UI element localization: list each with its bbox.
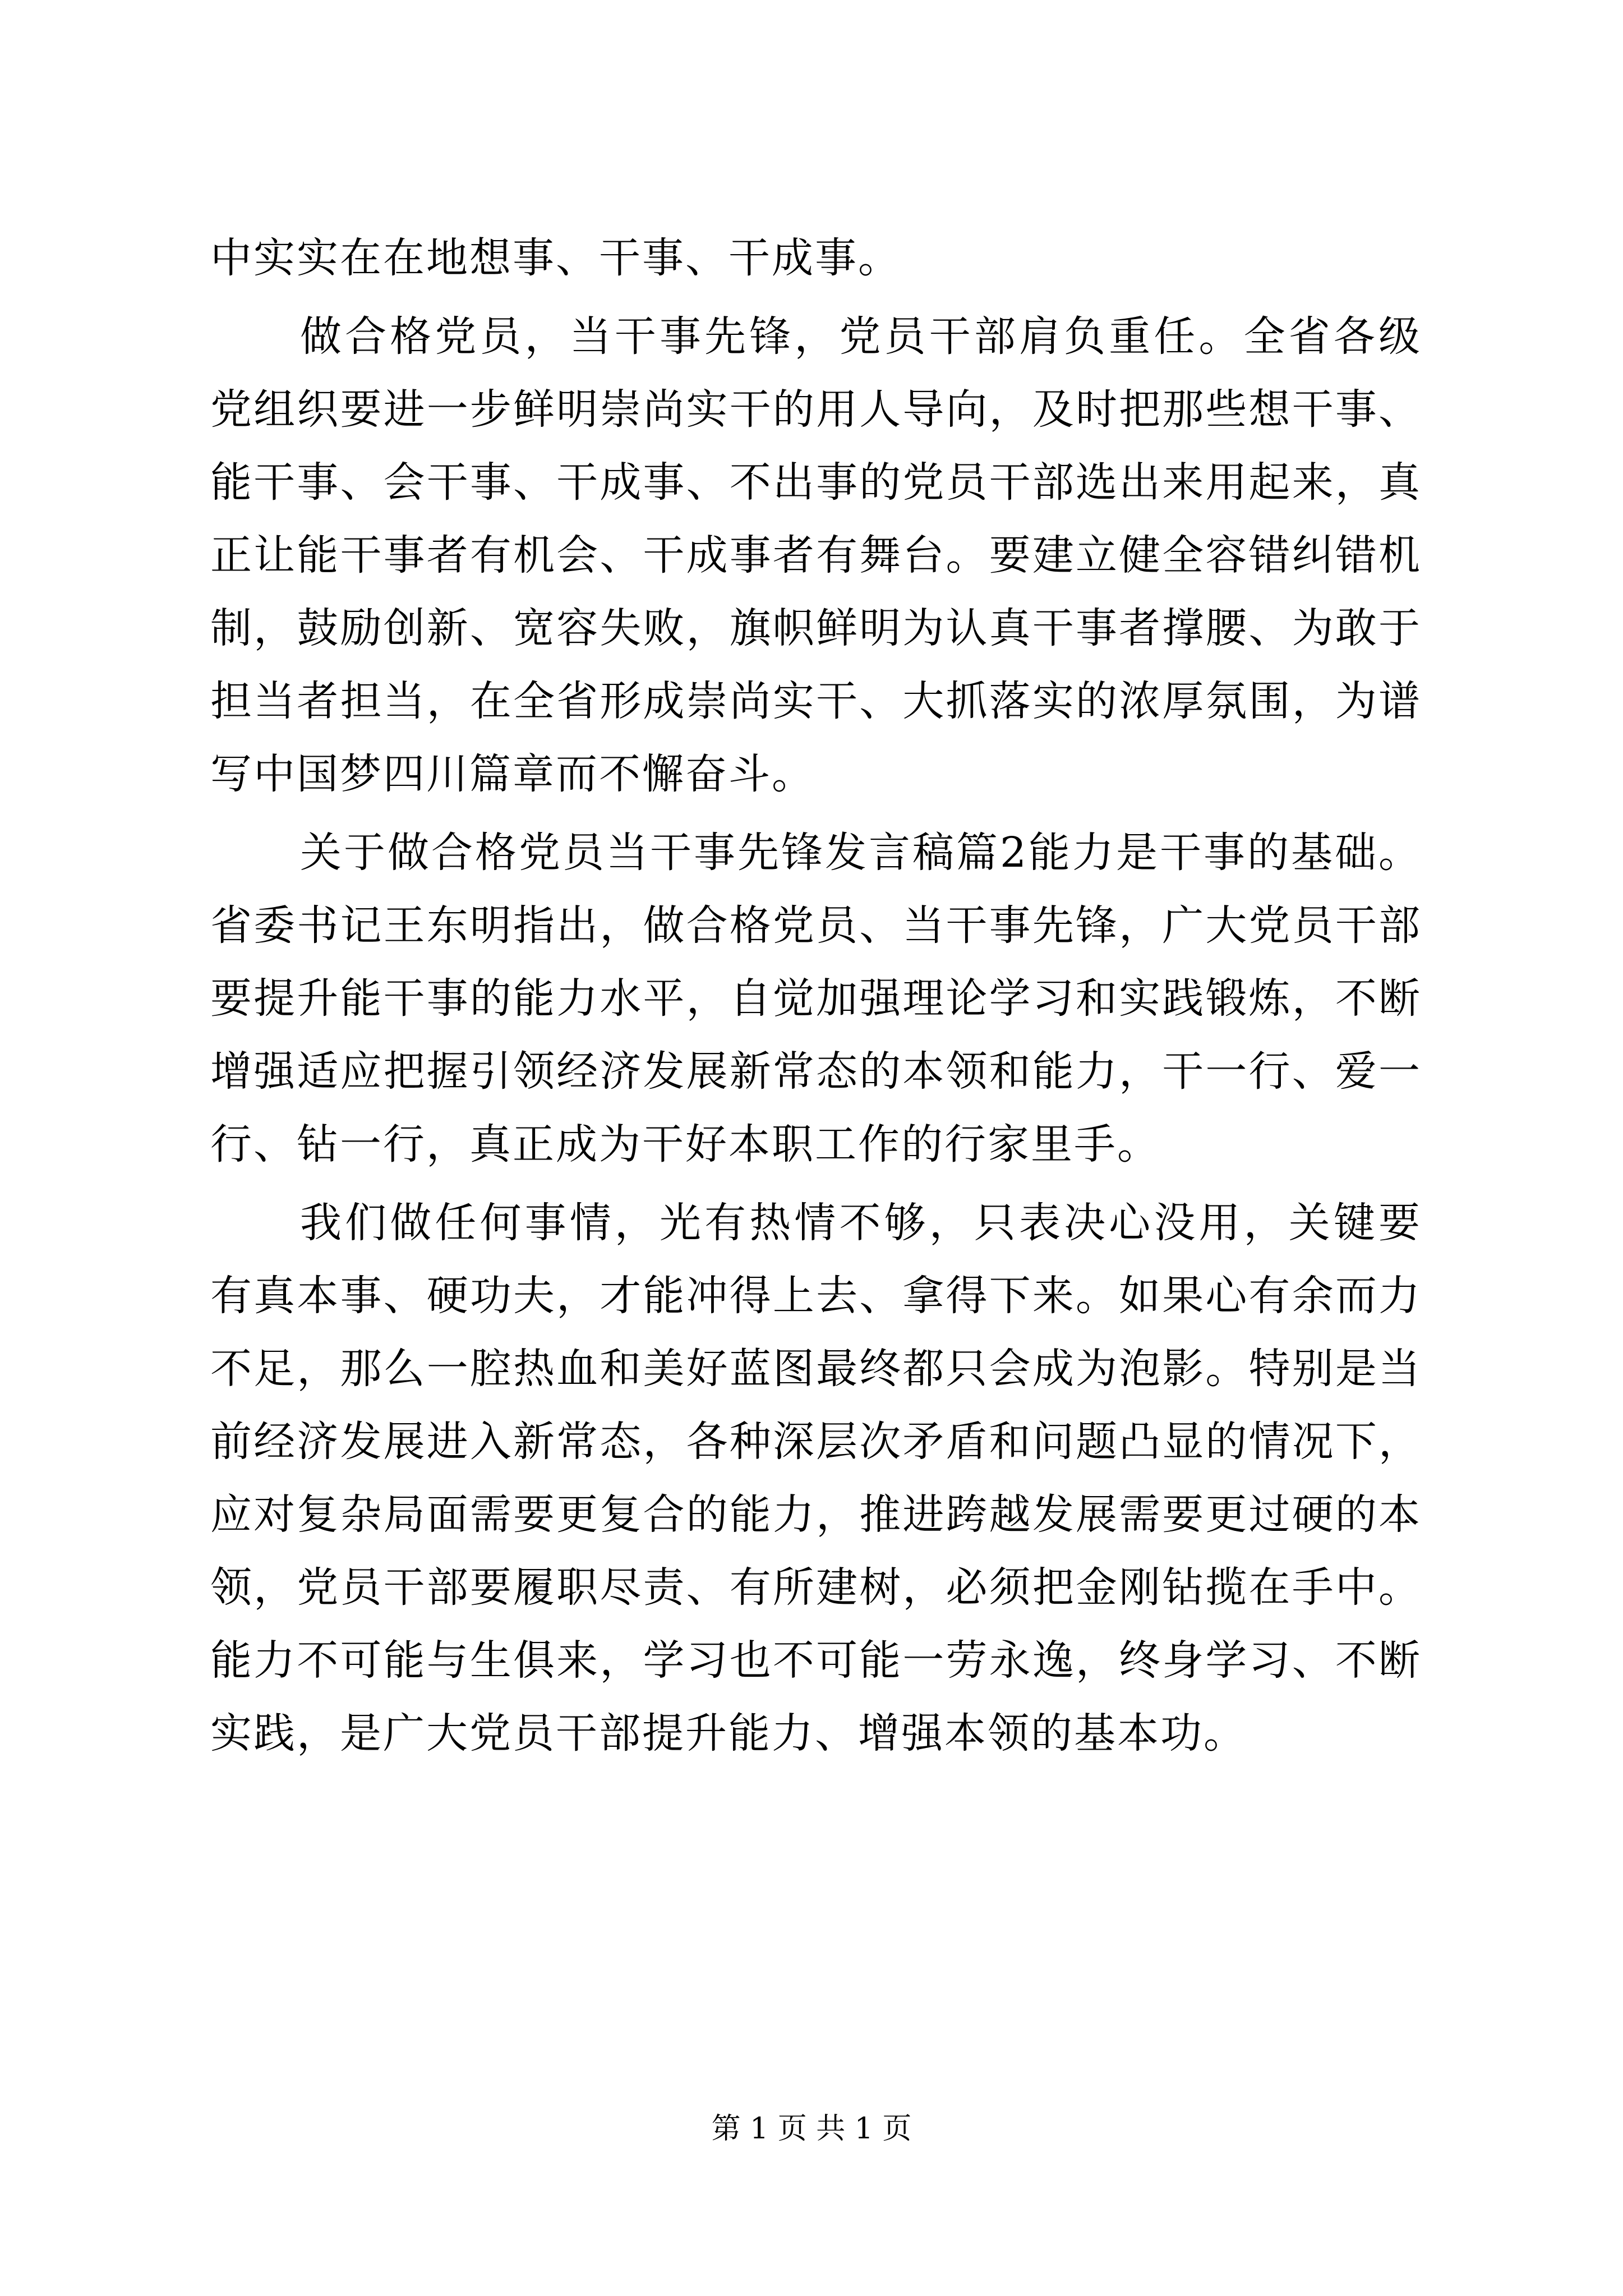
paragraph: 关于做合格党员当干事先锋发言稿篇2能力是干事的基础。省委书记王东明指出，做合格党员、当干事先锋，广大党员干部要提升能干事的能力水平，自觉加强理论学习和实践锻炼，不断增强适应把握引领经济发展新常态的本领和能力，干一行、爱一行、钻一行，真正成为干好本职工作的行家里手。 [210,829,1422,1168]
page-footer: 第 1 页 共 1 页 [711,2112,912,2146]
paragraph-continuation: 中实实在在地想事、干事、干成事。 [210,234,901,282]
document-body [210,222,1422,1770]
paragraph: 做合格党员，当干事先锋，党员干部肩负重任。全省各级党组织要进一步鲜明崇尚实干的用人导向，及时把那些想干事、能干事、会干事、干成事、不出事的党员干部选出来用起来，真正让能干事者有机会、干成事者有舞台。要建立健全容错纠错机制，鼓励创新、宽容失败，旗帜鲜明为认真干事者撑腰、为敢于担当者担当，在全省形成崇尚实干、大抓落实的浓厚氛围，为谱写中国梦四川篇章而不懈奋斗。 [210,312,1422,798]
paragraph: 我们做任何事情，光有热情不够，只表决心没用，关键要有真本事、硬功夫，才能冲得上去、拿得下来。如果心有余而力不足，那么一腔热血和美好蓝图最终都只会成为泡影。特别是当前经济发展进入新常态，各种深层次矛盾和问题凸显的情况下，应对复杂局面需要更复合的能力，推进跨越发展需要更过硬的本领，党员干部要履职尽责、有所建树，必须把金刚钻揽在手中。能力不可能与生俱来，学习也不可能一劳永逸，终身学习、不断实践，是广大党员干部提升能力、增强本领的基本功。 [210,1199,1422,1757]
